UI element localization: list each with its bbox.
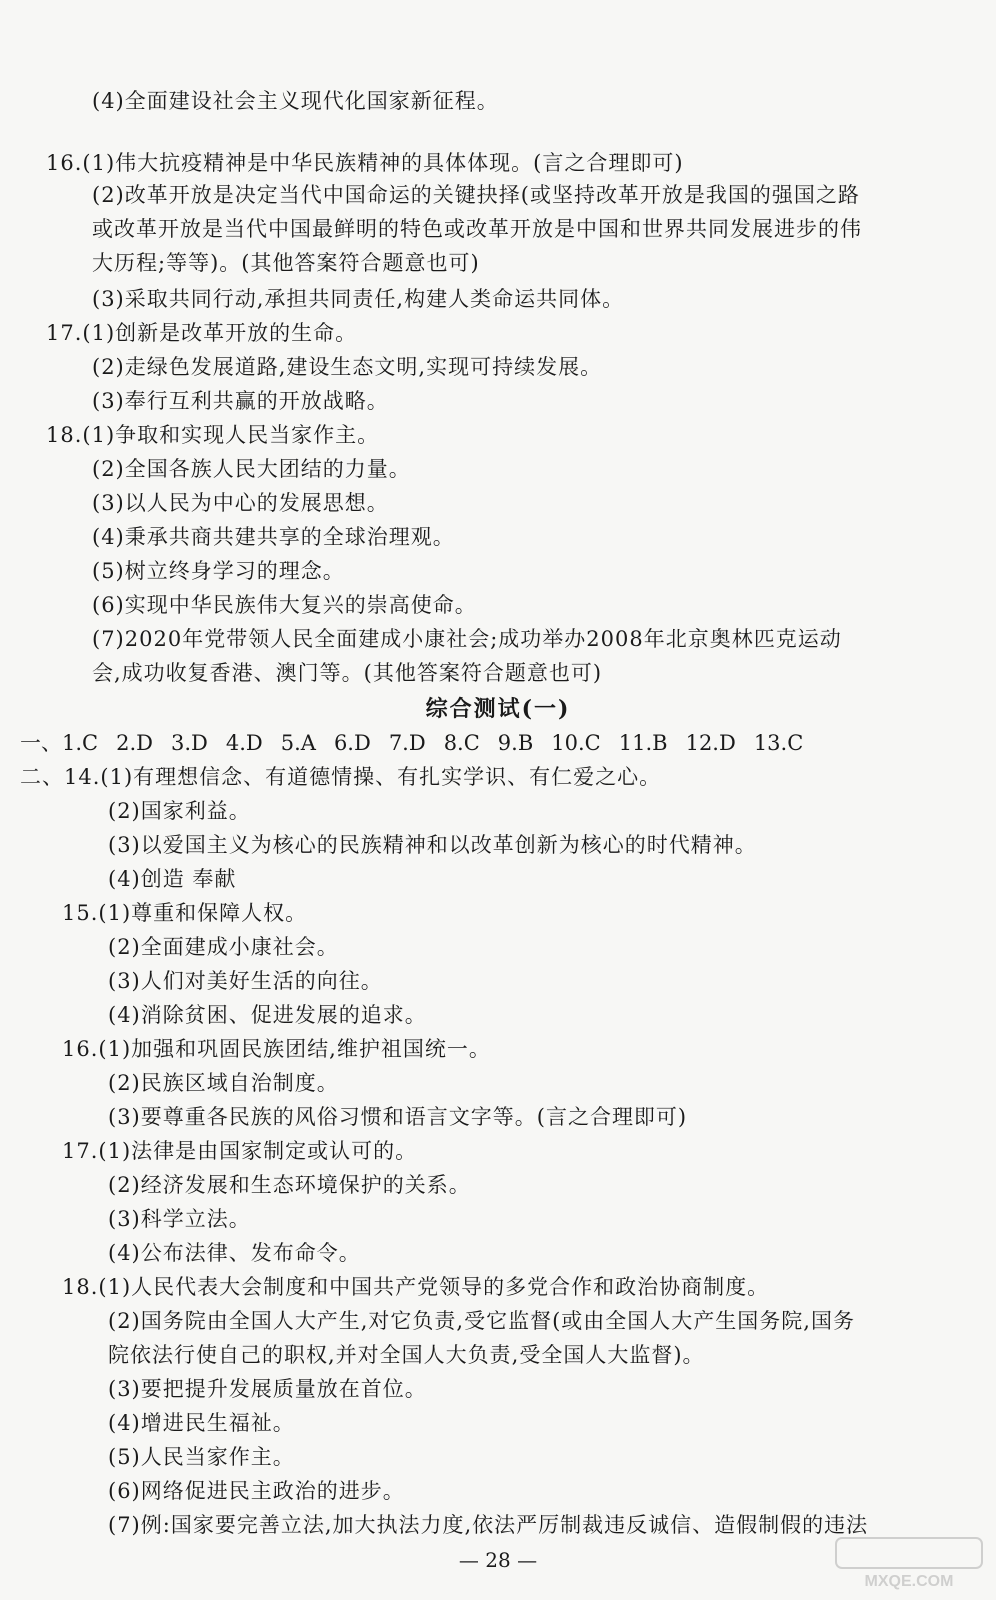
mc-answer: 12.D [685,731,736,755]
text-line: 16.(1)加强和巩固民族团结,维护祖国统一。 [62,1037,491,1061]
mc-answer: 2.D [116,731,153,755]
mc-answer: 5.A [280,731,316,755]
text-line: (3)科学立法。 [108,1207,251,1231]
text-line: 16.(1)伟大抗疫精神是中华民族精神的具体体现。(言之合理即可) [46,151,684,175]
text-line: 18.(1)人民代表大会制度和中国共产党领导的多党合作和政治协商制度。 [62,1275,770,1299]
text-line: (4)全面建设社会主义现代化国家新征程。 [92,89,499,113]
mc-answer: 3.D [170,731,208,755]
text-line: (5)人民当家作主。 [108,1445,295,1469]
text-line: (2)国务院由全国人大产生,对它负责,受它监督(或由全国人大产生国务院,国务 [108,1309,855,1333]
watermark-text: MXQE.COM [864,1573,954,1590]
mc-answer: 7.D [388,731,426,755]
text-line: 大历程;等等)。(其他答案符合题意也可) [92,251,480,275]
watermark-logo [834,1536,984,1592]
mc-answer: 9.B [497,731,534,755]
mc-answer: 6.D [333,731,371,755]
mc-answer: 4.D [225,731,263,755]
page-number: — 28 — [458,1548,538,1572]
text-line: (4)秉承共商共建共享的全球治理观。 [92,525,455,549]
text-line: (6)实现中华民族伟大复兴的崇高使命。 [92,593,477,617]
multiple-choice-answers [20,728,980,758]
text-line: (2)全国各族人民大团结的力量。 [92,457,411,481]
text-line: 会,成功收复香港、澳门等。(其他答案符合题意也可) [92,661,603,685]
mc-answer: 13.C [753,731,804,755]
text-line: (2)民族区域自治制度。 [108,1071,339,1095]
text-line: 17.(1)创新是改革开放的生命。 [46,321,358,345]
section-title: 综合测试(一) [425,696,571,722]
text-line: (6)网络促进民主政治的进步。 [108,1479,405,1503]
text-line: (4)增进民生福祉。 [108,1411,295,1435]
text-line: (3)要尊重各民族的风俗习惯和语言文字等。(言之合理即可) [108,1105,688,1129]
text-line: 18.(1)争取和实现人民当家作主。 [46,423,380,447]
text-line: (7)例:国家要完善立法,加大执法力度,依法严厉制裁违反诚信、造假制假的违法 [108,1513,869,1537]
text-line: (2)经济发展和生态环境保护的关系。 [108,1173,471,1197]
text-line: (3)以人民为中心的发展思想。 [92,491,389,515]
text-line: (7)2020年党带领人民全面建成小康社会;成功举办2008年北京奥林匹克运动 [92,627,842,651]
text-line: (3)要把提升发展质量放在首位。 [108,1377,427,1401]
text-line: (4)创造 奉献 [108,867,237,891]
text-line: 或改革开放是当代中国最鲜明的特色或改革开放是中国和世界共同发展进步的伟 [92,217,862,241]
text-line: (3)采取共同行动,承担共同责任,构建人类命运共同体。 [92,287,625,311]
mc-answer: 11.B [618,731,668,755]
text-line: (5)树立终身学习的理念。 [92,559,345,583]
text-line: (2)走绿色发展道路,建设生态文明,实现可持续发展。 [92,355,603,379]
text-line: (4)消除贫困、促进发展的追求。 [108,1003,427,1027]
text-line: (2)全面建成小康社会。 [108,935,339,959]
text-line: (3)人们对美好生活的向往。 [108,969,383,993]
mc-answer: 8.C [443,731,480,755]
text-line: 15.(1)尊重和保障人权。 [62,901,308,925]
text-line: (3)奉行互利共赢的开放战略。 [92,389,389,413]
text-line: (2)国家利益。 [108,799,251,823]
text-line: (2)改革开放是决定当代中国命运的关键抉择(或坚持改革开放是我国的强国之路 [92,183,860,207]
text-line: 二、14.(1)有理想信念、有道德情操、有扎实学识、有仁爱之心。 [20,765,662,789]
text-line: 院依法行使自己的职权,并对全国人大负责,受全国人大监督)。 [108,1343,705,1367]
mc-answer: 10.C [551,731,601,755]
mc-answer: 一、1.C [20,731,99,755]
text-line: 17.(1)法律是由国家制定或认可的。 [62,1139,418,1163]
text-line: (4)公布法律、发布命令。 [108,1241,361,1265]
text-line: (3)以爱国主义为核心的民族精神和以改革创新为核心的时代精神。 [108,833,757,857]
